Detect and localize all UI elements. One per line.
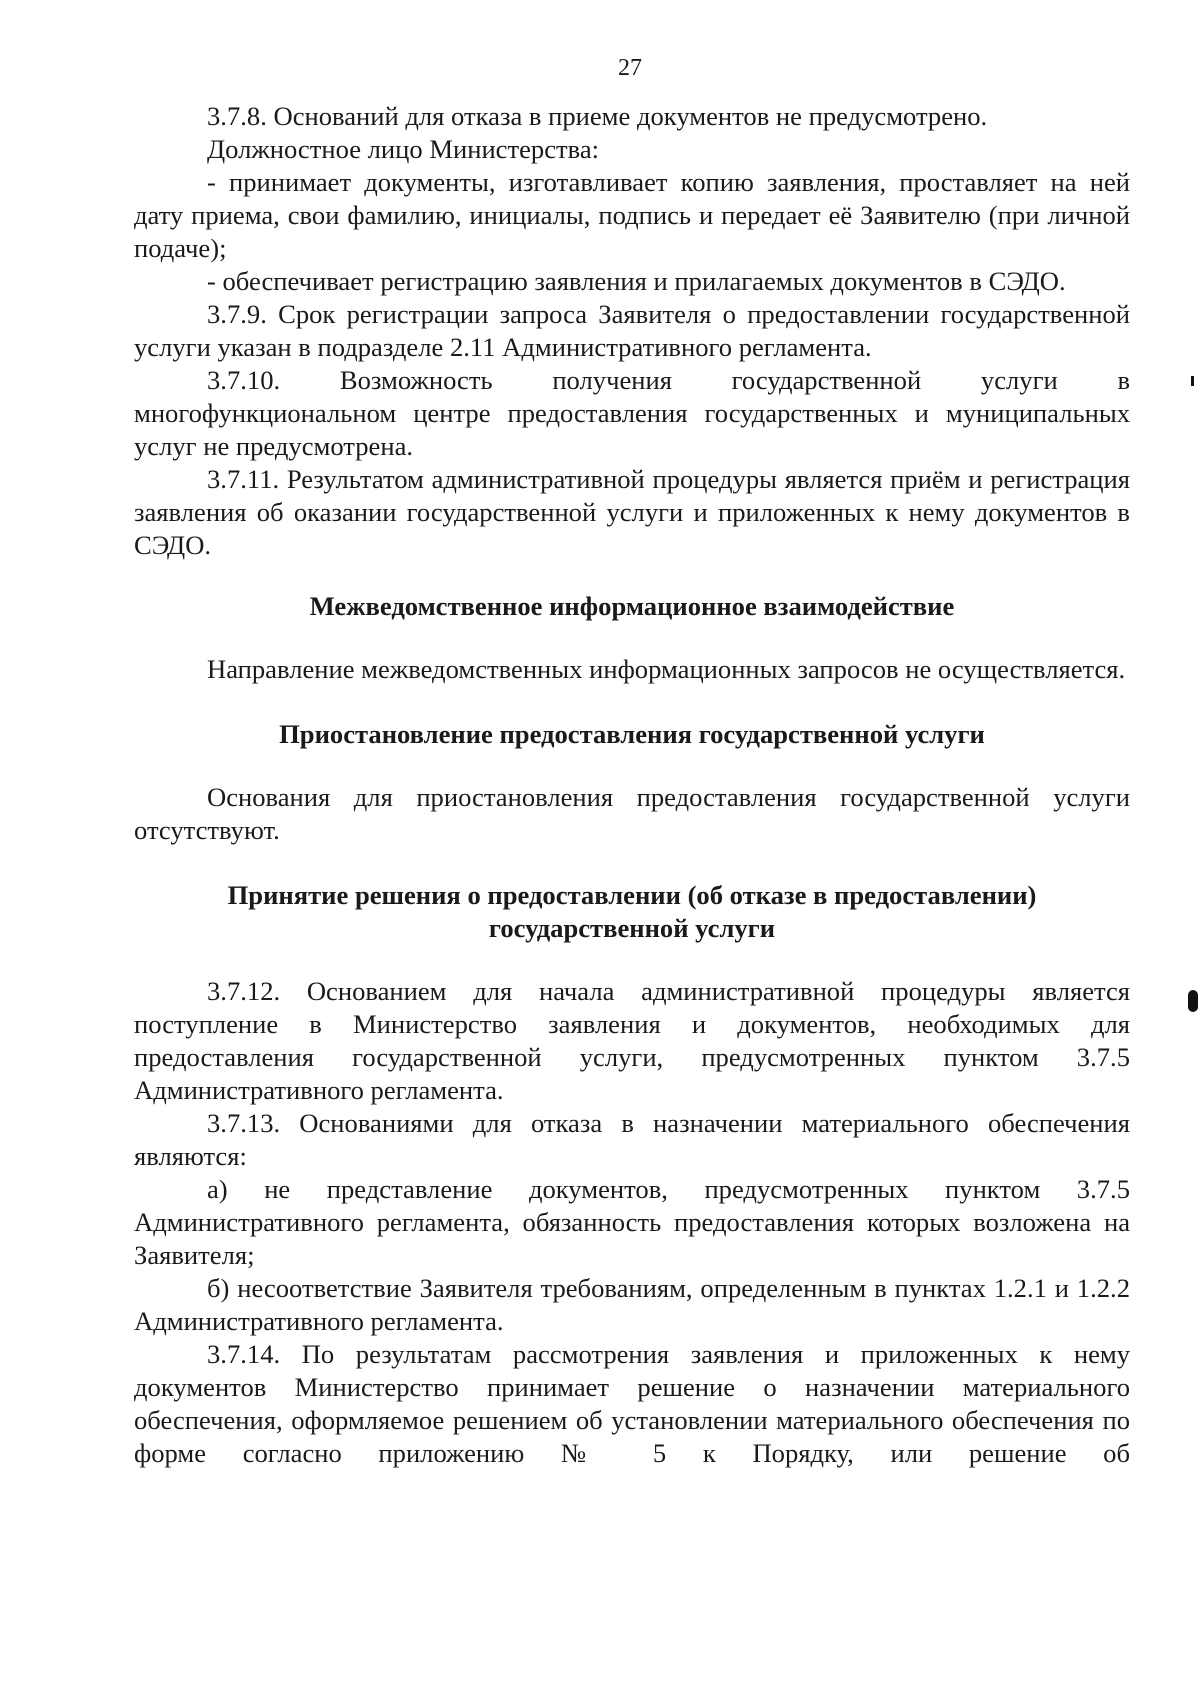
scan-mark-blob	[1188, 990, 1198, 1012]
page-number: 27	[618, 55, 642, 81]
paragraph-3-7-9: 3.7.9. Срок регистрации запроса Заявителя о предоставлении государственной услуги указан в подразделе 2.11 Административного регламента.	[134, 299, 1130, 362]
paragraph-3-7-11: 3.7.11. Результатом административной процедуры является приём и регистрация заявления об оказании государственной услуги и приложенных к нему документов в СЭДО.	[134, 464, 1130, 560]
paragraph-interagency: Направление межведомственных информационных запросов не осуществляется.	[207, 654, 1126, 684]
heading-interagency: Межведомственное информационное взаимодействие	[309, 591, 955, 621]
paragraph-3-7-14: 3.7.14. По результатам рассмотрения заявления и приложенных к нему документов Министерство принимает решение о назначении материального обеспечения, оформляемое решением об установлении материального обеспечения по форме согласно приложению № 5 к Порядку, или решение об	[134, 1339, 1130, 1468]
paragraph-3-7-13: 3.7.13. Основаниями для отказа в назначении материального обеспечения являются:	[134, 1108, 1130, 1171]
scan-mark-small	[1191, 376, 1194, 386]
heading-suspension: Приостановление предоставления государственной услуги	[279, 719, 985, 749]
paragraph-3-7-10: 3.7.10. Возможность получения государственной услуги в многофункциональном центре предоставления государственных и муниципальных услуг не предусмотрена.	[134, 365, 1130, 461]
paragraph-suspension: Основания для приостановления предоставления государственной услуги отсутствуют.	[134, 782, 1130, 845]
paragraph-item-a: а) не представление документов, предусмотренных пунктом 3.7.5 Административного регламента, обязанность предоставления которых возложена на Заявителя;	[134, 1174, 1130, 1270]
paragraph-official: Должностное лицо Министерства:	[207, 134, 600, 164]
heading-decision-line2: государственной услуги	[488, 913, 776, 943]
paragraph-item-b: б) несоответствие Заявителя требованиям, определенным в пунктах 1.2.1 и 1.2.2 Административного регламента.	[134, 1273, 1130, 1336]
paragraph-accepts-docs: - принимает документы, изготавливает копию заявления, проставляет на ней дату приема, свои фамилию, инициалы, подпись и передает её Заявителю (при личной подаче);	[134, 167, 1130, 263]
heading-decision-line1: Принятие решения о предоставлении (об отказе в предоставлении)	[227, 880, 1037, 910]
paragraph-3-7-8: 3.7.8. Оснований для отказа в приеме документов не предусмотрено.	[207, 101, 988, 131]
heading-decision	[134, 879, 1130, 945]
paragraph-registration: - обеспечивает регистрацию заявления и прилагаемых документов в СЭДО.	[207, 266, 1066, 296]
paragraph-3-7-12: 3.7.12. Основанием для начала административной процедуры является поступление в Министерство заявления и документов, необходимых для предоставления государственной услуги, предусмотренных пунктом 3.7.5 Административного регламента.	[134, 976, 1130, 1105]
document-body	[134, 100, 1130, 1470]
